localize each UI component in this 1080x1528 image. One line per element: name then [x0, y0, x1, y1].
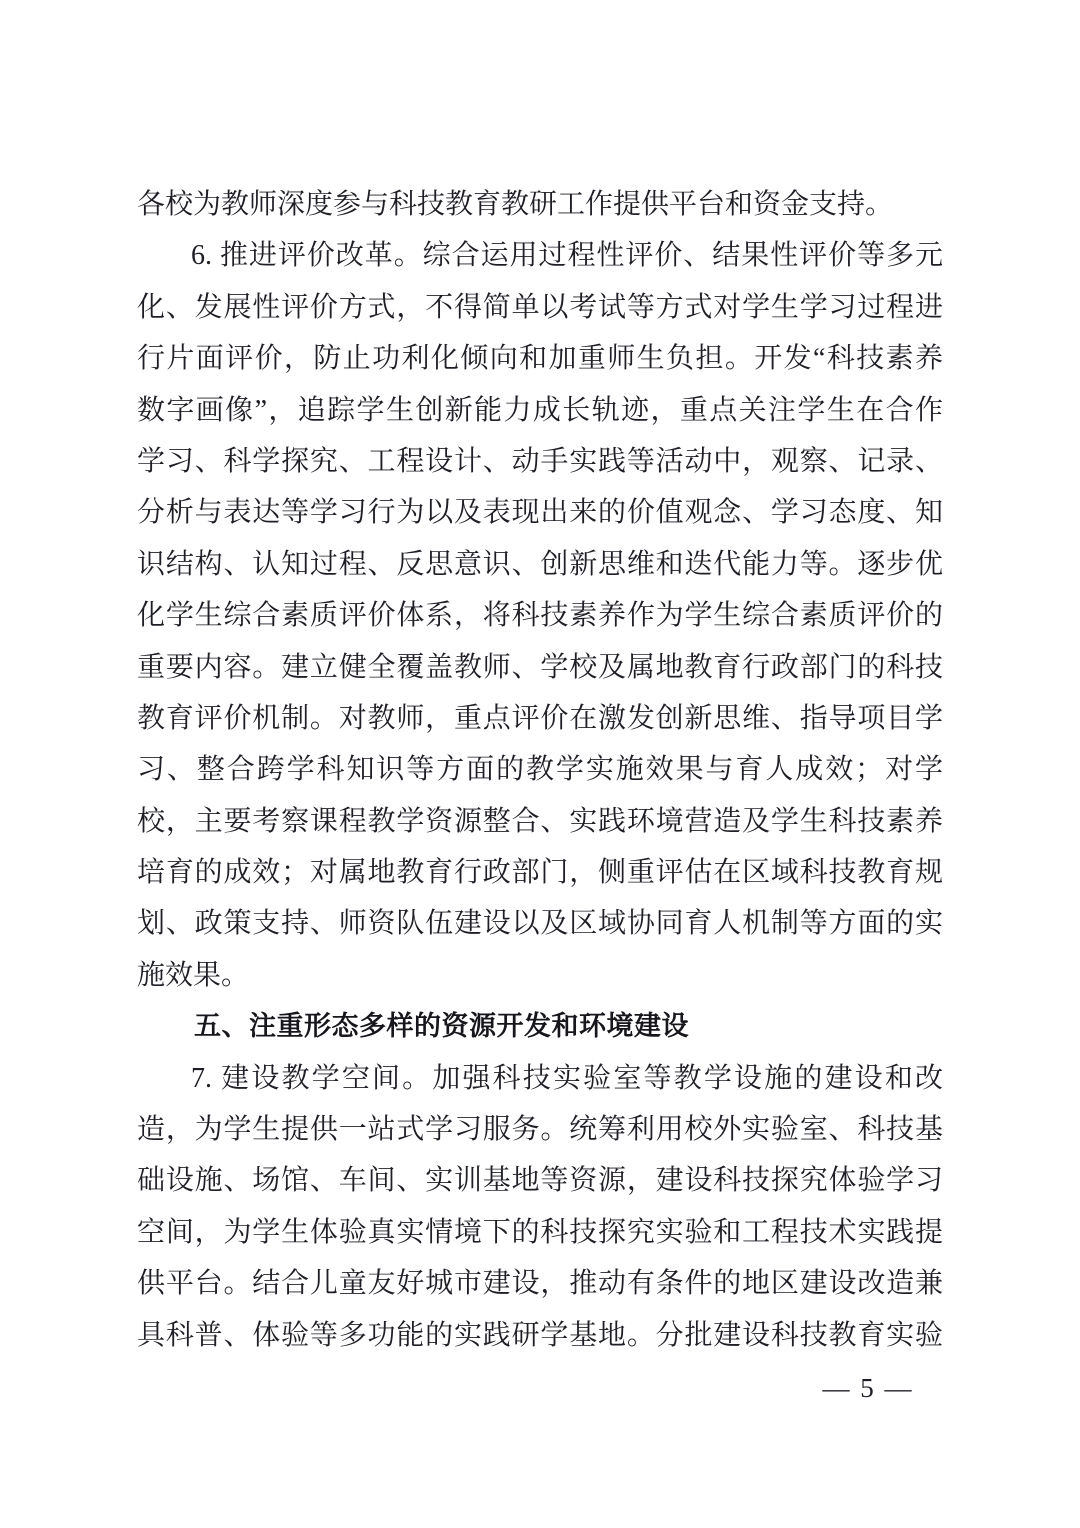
text-line: 6. 推进评价改革。综合运用过程性评价、结果性评价等多元 [191, 240, 943, 272]
text-line: 具科普、体验等多功能的实践研学基地。分批建设科技教育实验 [137, 1319, 943, 1351]
text-line: 7. 建设教学空间。加强科技实验室等教学设施的建设和改 [191, 1062, 943, 1094]
text-line: 行片面评价，防止功利化倾向和加重师生负担。开发“科技素养 [137, 343, 943, 375]
text-line: 各校为教师深度参与科技教育教研工作提供平台和资金支持。 [137, 189, 894, 220]
text-line: 础设施、场馆、车间、实训基地等资源，建设科技探究体验学习 [137, 1165, 943, 1197]
document-body [137, 179, 943, 1361]
text-line: 重要内容。建立健全覆盖教师、学校及属地教育行政部门的科技 [137, 651, 943, 683]
text-line: 造，为学生提供一站式学习服务。统筹利用校外实验室、科技基 [137, 1114, 943, 1146]
text-line: 供平台。结合儿童友好城市建设，推动有条件的地区建设改造兼 [137, 1268, 943, 1300]
page-number: — 5 — [822, 1373, 914, 1403]
text-line: 空间，为学生体验真实情境下的科技探究实验和工程技术实践提 [137, 1216, 943, 1248]
text-line: 化学生综合素质评价体系，将科技素养作为学生综合素质评价的 [137, 600, 943, 632]
text-line: 化、发展性评价方式，不得简单以考试等方式对学生学习过程进 [137, 291, 943, 323]
text-line: 教育评价机制。对教师，重点评价在激发创新思维、指导项目学 [137, 702, 943, 734]
text-line: 施效果。 [137, 959, 250, 991]
text-line: 数字画像”，追踪学生创新能力成长轨迹，重点关注学生在合作 [137, 394, 943, 426]
text-line: 习、整合跨学科知识等方面的教学实施效果与育人成效；对学 [137, 754, 943, 786]
text-line: 识结构、认知过程、反思意识、创新思维和迭代能力等。逐步优 [137, 548, 943, 580]
text-line: 学习、科学探究、工程设计、动手实践等活动中，观察、记录、 [137, 445, 943, 477]
text-line: 培育的成效；对属地教育行政部门，侧重评估在区域科技教育规 [137, 857, 943, 889]
text-line: 划、政策支持、师资队伍建设以及区域协同育人机制等方面的实 [137, 908, 943, 940]
text-line: 五、注重形态多样的资源开发和环境建设 [194, 1011, 689, 1042]
text-line: 校，主要考察课程教学资源整合、实践环境营造及学生科技素养 [137, 805, 943, 837]
text-line: 分析与表达等学习行为以及表现出来的价值观念、学习态度、知 [137, 497, 943, 529]
